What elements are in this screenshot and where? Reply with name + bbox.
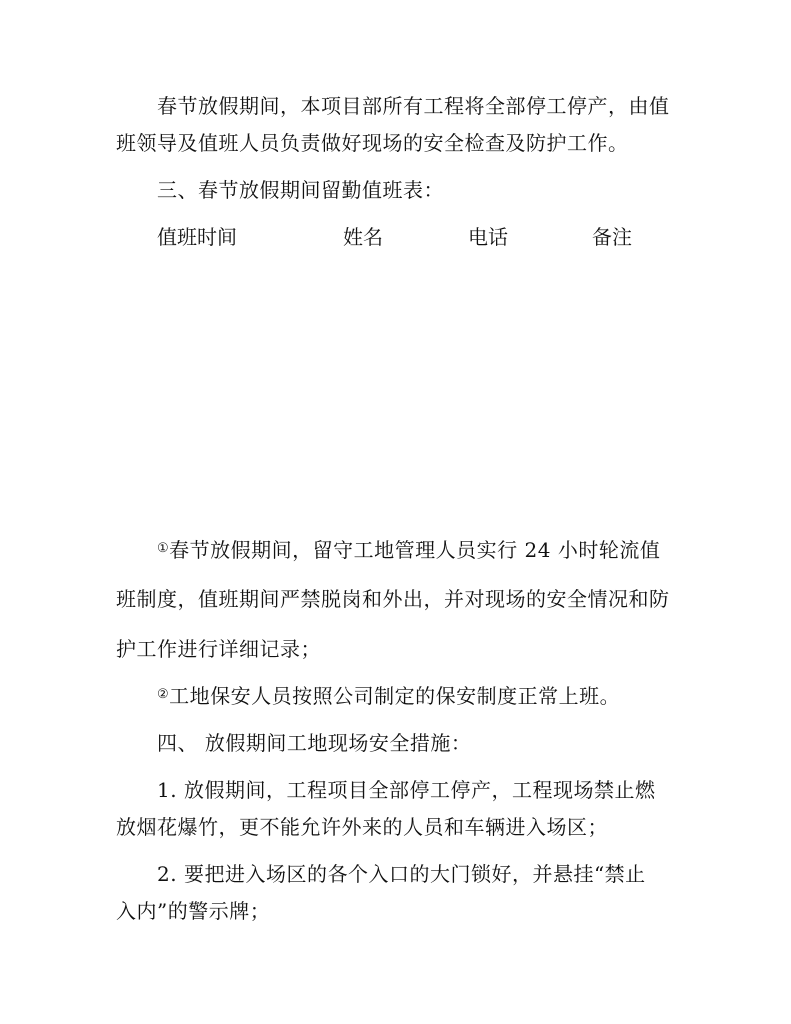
paragraph-line: 1. 放假期间，工程项目全部停工停产，工程现场禁止燃 (157, 778, 656, 802)
paragraph-line: 放烟花爆竹，更不能允许外来的人员和车辆进入场区； (116, 815, 608, 839)
list-item (157, 683, 620, 708)
table-header-phone: 电话 (468, 225, 508, 249)
list-item (157, 537, 660, 562)
table-header-remark: 备注 (592, 225, 632, 249)
paragraph-line: 班领导及值班人员负责做好现场的安全检查及防护工作。 (116, 131, 629, 155)
paragraph-line: 2. 要把进入场区的各个入口的大门锁好，并悬挂“禁止 (157, 862, 646, 886)
paragraph-line: 春节放假期间，本项目部所有工程将全部停工停产，由值 (157, 94, 670, 118)
list-marker: ① (157, 541, 170, 556)
section-heading: 四、 放假期间工地现场安全措施： (157, 731, 472, 755)
table-header-time: 值班时间 (157, 225, 237, 249)
list-marker: ② (157, 687, 170, 702)
paragraph-line: 入内”的警示牌； (116, 899, 271, 923)
paragraph-line: 护工作进行详细记录； (116, 637, 321, 661)
section-heading: 三、春节放假期间留勤值班表： (157, 178, 444, 202)
list-item-text: 春节放假期间，留守工地管理人员实行 24 小时轮流值 (169, 538, 661, 562)
list-item-text: 工地保安人员按照公司制定的保安制度正常上班。 (169, 684, 621, 708)
table-header-name: 姓名 (343, 225, 383, 249)
paragraph-line: 班制度，值班期间严禁脱岗和外出，并对现场的安全情况和防 (116, 587, 670, 611)
